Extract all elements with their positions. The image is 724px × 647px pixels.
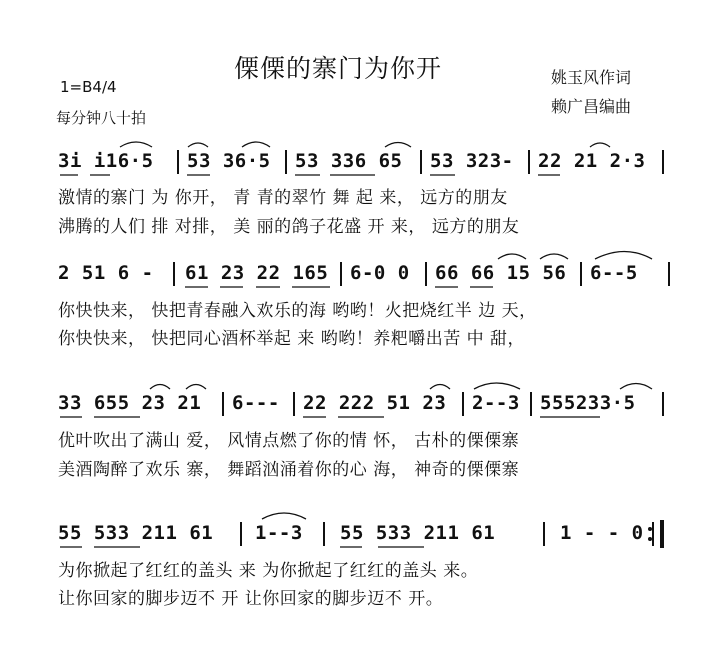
slur (430, 385, 450, 390)
slur (242, 142, 270, 147)
lyric-line: 为你掀起了红红的盖头 来 为你掀起了红红的盖头 来。 (58, 561, 479, 581)
slur (474, 383, 520, 389)
lyric-line: 激情的寨门 为 你开， 青 青的翠竹 舞 起 来， 远方的朋友 (58, 188, 508, 208)
tempo-marking: 每分钟八十拍 (56, 109, 147, 127)
measure: 55 533 211 61 (340, 522, 496, 544)
lyric-line: 优叶吹出了满山 爱， 风情点燃了你的情 怀， 古朴的傈傈寨 (58, 431, 520, 451)
lyricist-credit: 姚玉风作词 (551, 68, 632, 87)
slur (498, 254, 526, 259)
measure: 66 66 15 56 (435, 262, 567, 284)
repeat-dot (648, 527, 652, 531)
tie (262, 513, 306, 519)
lyric-line: 你快快来， 快把青春融入欢乐的海 哟哟！火把烧红半 边 天， (58, 301, 537, 321)
measure: 22 21 2·3 (538, 150, 646, 172)
slur (590, 143, 610, 147)
measure: 6--- (232, 392, 280, 414)
slur (188, 143, 208, 147)
measure: 6-0 0 (350, 262, 410, 284)
slur (150, 385, 170, 390)
lyric-line: 让你回家的脚步迈不 开 让你回家的脚步迈不 开。 (58, 589, 444, 609)
slur (540, 254, 568, 259)
lyric-line: 美酒陶醉了欢乐 寨， 舞蹈汹涌着你的心 海， 神奇的傈傈寨 (58, 460, 520, 480)
measure: 6--5 (590, 262, 638, 284)
measure: 33 655 23 21 (58, 392, 202, 414)
arranger-credit: 赖广昌编曲 (551, 97, 632, 116)
measure: 53 36·5 (187, 150, 271, 172)
repeat-dot (648, 537, 652, 541)
key-signature: 1=B4/4 (60, 78, 117, 96)
song-title: 傈傈的寨门为你开 (234, 54, 443, 83)
lyric-line: 你快快来， 快把同心酒杯举起 来 哟哟！养粑嚼出苦 中 甜， (58, 329, 526, 349)
slur (620, 384, 652, 390)
measure: 2--3 (472, 392, 520, 414)
measure: 53 323- (430, 150, 514, 172)
measure: 53 336 65 (295, 150, 403, 172)
measure: 61 23 22 165 (185, 262, 329, 284)
measure: 1 - - 0 (560, 522, 644, 544)
measure: 555233·5 (540, 392, 636, 414)
measure: 3i i16·5 (58, 150, 154, 172)
measure: 1--3 (255, 522, 303, 544)
slur (385, 143, 411, 148)
slur (186, 385, 206, 390)
measure: 2 51 6 - (58, 262, 154, 284)
tie (595, 252, 652, 260)
lyric-line: 沸腾的人们 排 对排， 美 丽的鸽子花盛 开 来， 远方的朋友 (58, 217, 520, 237)
slur (120, 142, 152, 147)
measure: 55 533 211 61 (58, 522, 214, 544)
measure: 22 222 51 23 (303, 392, 447, 414)
